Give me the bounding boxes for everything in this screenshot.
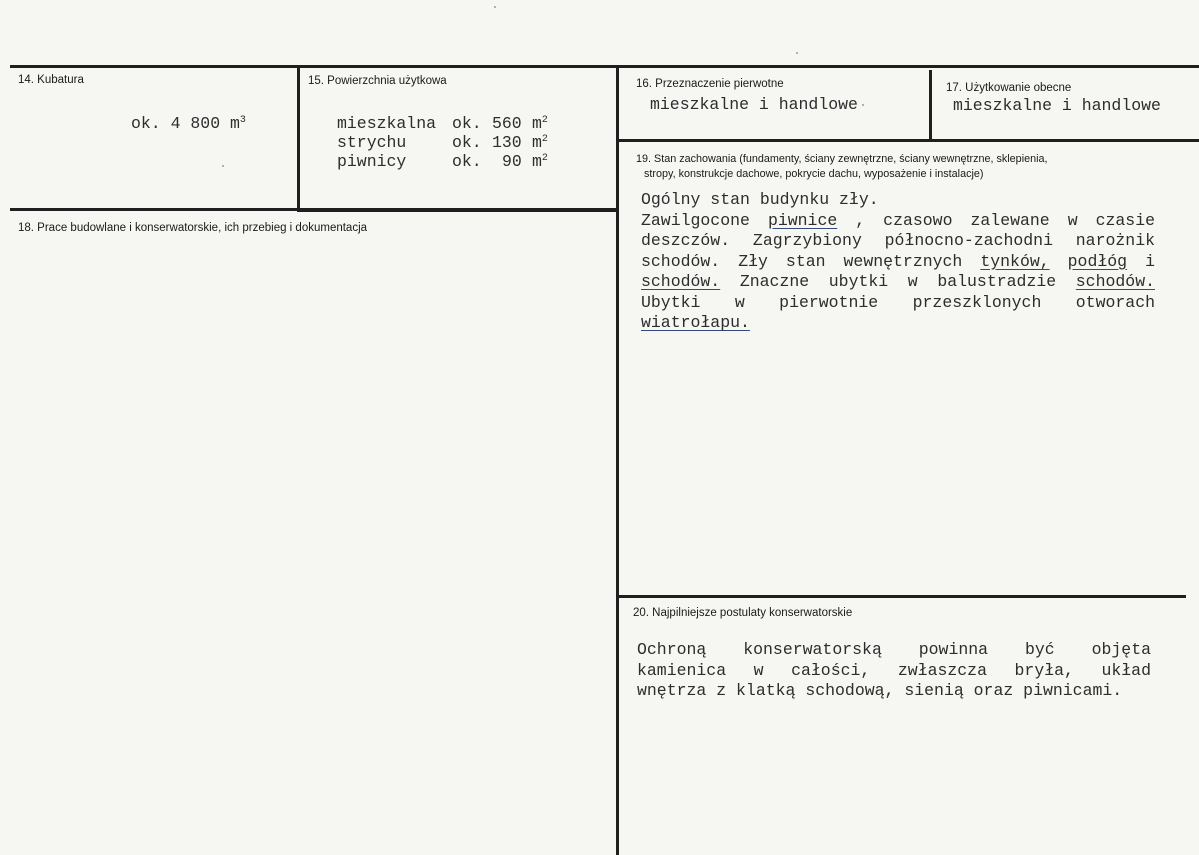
stan-line: schodów. Zły stan wewnętrznych tynków, podłóg i bbox=[641, 251, 1155, 271]
rule-below-15 bbox=[297, 209, 619, 212]
uzytkowanie-label: 17. Użytkowanie obecne bbox=[946, 82, 1072, 94]
kubatura-value: ok. 4 800 $m^3$ bbox=[131, 114, 246, 133]
divider-16-17 bbox=[929, 70, 932, 142]
powierzchnia-unit: $m^2$ bbox=[532, 133, 548, 152]
powierzchnia-approx: ok. bbox=[452, 133, 482, 152]
postulaty-line: wnętrza z klatką schodową, sienią oraz piwnicami. bbox=[637, 681, 1123, 700]
kubatura-label: 14. Kubatura bbox=[18, 74, 84, 86]
paper-speck bbox=[862, 104, 864, 106]
powierzchnia-row: strychu bbox=[337, 133, 407, 152]
stan-line: deszczów. Zagrzybiony północno-zachodni narożnik bbox=[641, 231, 1155, 250]
postulaty-line: Ochroną konserwatorską powinna być objęta bbox=[637, 640, 1151, 659]
powierzchnia-unit: $m^2$ bbox=[532, 114, 548, 133]
postulaty-label: 20. Najpilniejsze postulaty konserwatorskie bbox=[633, 607, 853, 619]
przeznaczenie-value: mieszkalne i handlowe bbox=[650, 95, 858, 114]
powierzchnia-approx: ok. bbox=[452, 152, 482, 171]
powierzchnia-amount: 560 bbox=[492, 114, 522, 133]
stan-line: wiatrołapu. bbox=[641, 313, 750, 332]
stan-text bbox=[641, 190, 1155, 334]
prace-label: 18. Prace budowlane i konserwatorskie, ich przebieg i dokumentacja bbox=[18, 222, 368, 234]
divider-14-15 bbox=[297, 65, 300, 211]
powierzchnia-row: mieszkalna bbox=[337, 114, 437, 133]
powierzchnia-amount: 90 bbox=[502, 152, 522, 171]
rule-below-16-17 bbox=[619, 139, 1199, 142]
top-rule bbox=[10, 65, 1199, 68]
stan-label-line2: stropy, konstrukcje dachowe, pokrycie dachu, wyposażenie i instalacje) bbox=[644, 168, 984, 180]
rule-above-20 bbox=[619, 595, 1186, 598]
stan-line: Ubytki w pierwotnie przeszklonych otworach bbox=[641, 292, 1155, 312]
powierzchnia-label: 15. Powierzchnia użytkowa bbox=[308, 75, 447, 87]
stan-line: schodów. Znaczne ubytki w balustradzie schodów. bbox=[641, 272, 1155, 291]
paper-speck bbox=[494, 6, 496, 8]
powierzchnia-row: piwnicy bbox=[337, 152, 407, 171]
divider-left-right bbox=[616, 65, 619, 855]
przeznaczenie-label: 16. Przeznaczenie pierwotne bbox=[636, 78, 784, 90]
paper-speck bbox=[222, 165, 224, 167]
powierzchnia-amount: 130 bbox=[492, 133, 522, 152]
powierzchnia-approx: ok. bbox=[452, 114, 482, 133]
paper-speck bbox=[796, 52, 798, 54]
postulaty-line: kamienica w całości, zwłaszcza bryła, układ bbox=[637, 660, 1151, 680]
stan-line: Ogólny stan budynku zły. bbox=[641, 190, 879, 209]
postulaty-text bbox=[637, 640, 1151, 702]
powierzchnia-unit: $m^2$ bbox=[532, 152, 548, 171]
stan-line: Zawilgocone piwnice , czasowo zalewane w czasie bbox=[641, 210, 1156, 230]
stan-label-line1: 19. Stan zachowania (fundamenty, ściany zewnętrzne, ściany wewnętrzne, sklepienia, bbox=[636, 153, 1048, 165]
uzytkowanie-value: mieszkalne i handlowe bbox=[953, 96, 1161, 115]
